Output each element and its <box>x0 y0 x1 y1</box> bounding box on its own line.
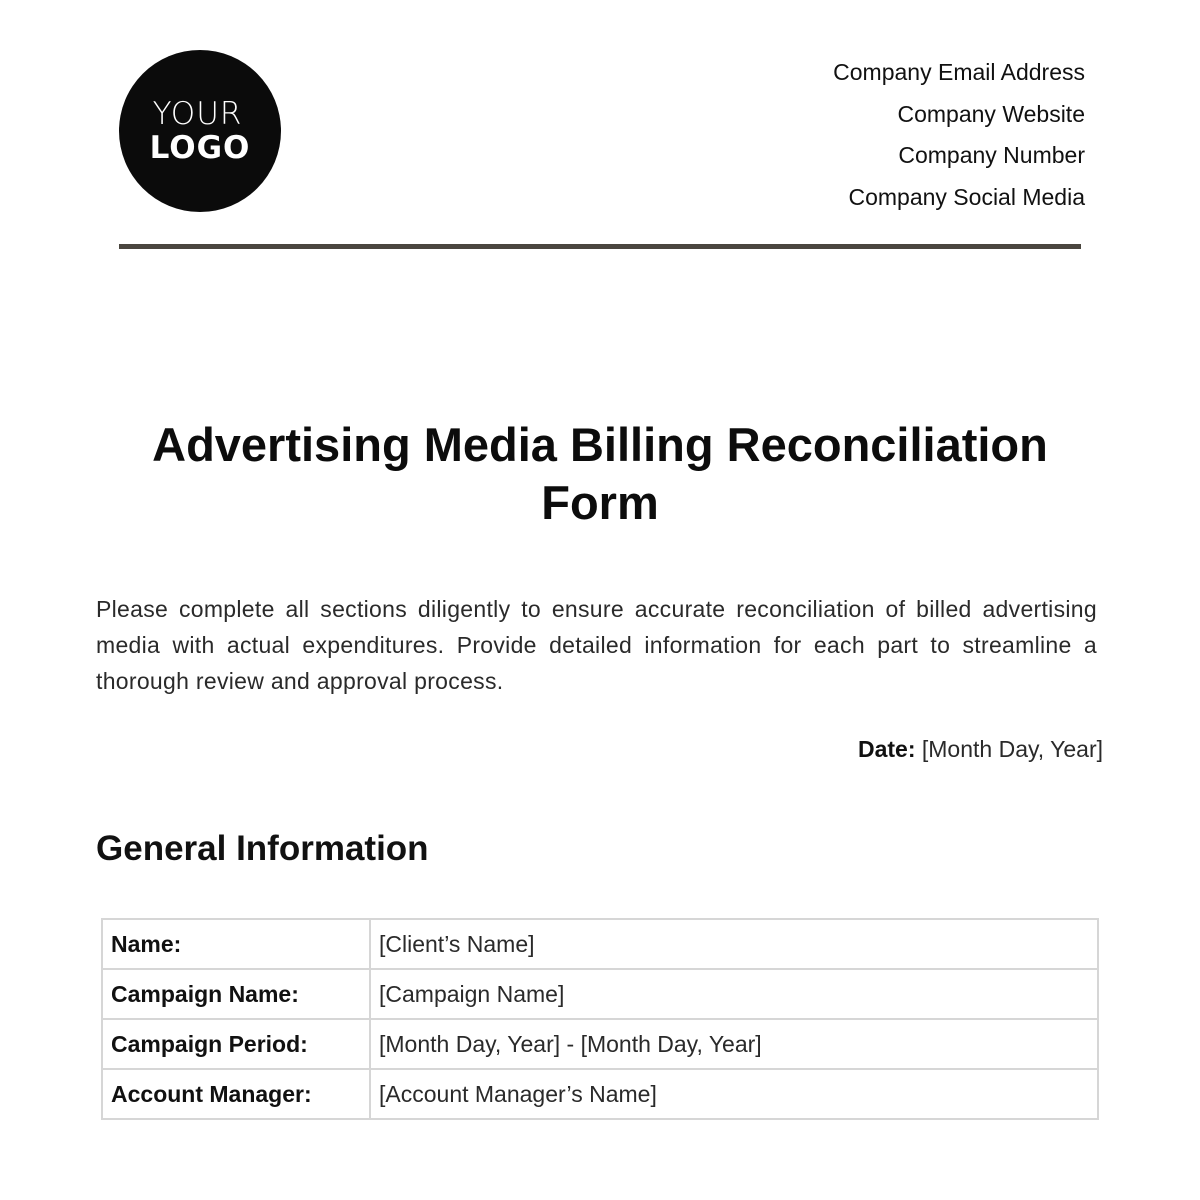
table-row <box>102 1069 1098 1119</box>
row-label-campaign-period: Campaign Period: <box>102 1019 370 1069</box>
row-label-campaign-name: Campaign Name: <box>102 969 370 1019</box>
company-social-media: Company Social Media <box>848 183 1085 210</box>
section-heading-general-information: General Information <box>96 829 429 868</box>
general-information-table <box>101 918 1099 1120</box>
logo-text-top: YOUR <box>152 96 243 132</box>
table-row <box>102 919 1098 969</box>
company-logo <box>119 50 281 212</box>
date-label: Date: <box>857 736 916 762</box>
company-website: Company Website <box>897 100 1085 127</box>
company-number: Company Number <box>898 142 1085 168</box>
date-value: [Month Day, Year] <box>921 736 1103 762</box>
date-line <box>858 736 1103 763</box>
company-email: Company Email Address <box>833 59 1085 85</box>
row-label-name: Name: <box>102 919 370 969</box>
row-value-client-name[interactable]: [Client’s Name] <box>370 919 1098 969</box>
row-label-account-manager: Account Manager: <box>102 1069 370 1119</box>
company-contact-block <box>833 52 1085 218</box>
table-row <box>102 1019 1098 1069</box>
logo-text-bottom: LOGO <box>149 130 251 166</box>
row-value-campaign-name[interactable]: [Campaign Name] <box>370 969 1098 1019</box>
row-value-account-manager[interactable]: [Account Manager’s Name] <box>370 1069 1098 1119</box>
table-row <box>102 969 1098 1019</box>
row-value-campaign-period[interactable]: [Month Day, Year] - [Month Day, Year] <box>370 1019 1098 1069</box>
header-divider <box>119 244 1081 249</box>
intro-paragraph: Please complete all sections diligently to ensure accurate reconciliation of billed advertising media with actual expenditures. Provide detailed information for each part to streamline a thorough review and approval process. <box>96 596 1097 694</box>
document-title: Advertising Media Billing Reconciliation Form <box>152 418 1048 529</box>
